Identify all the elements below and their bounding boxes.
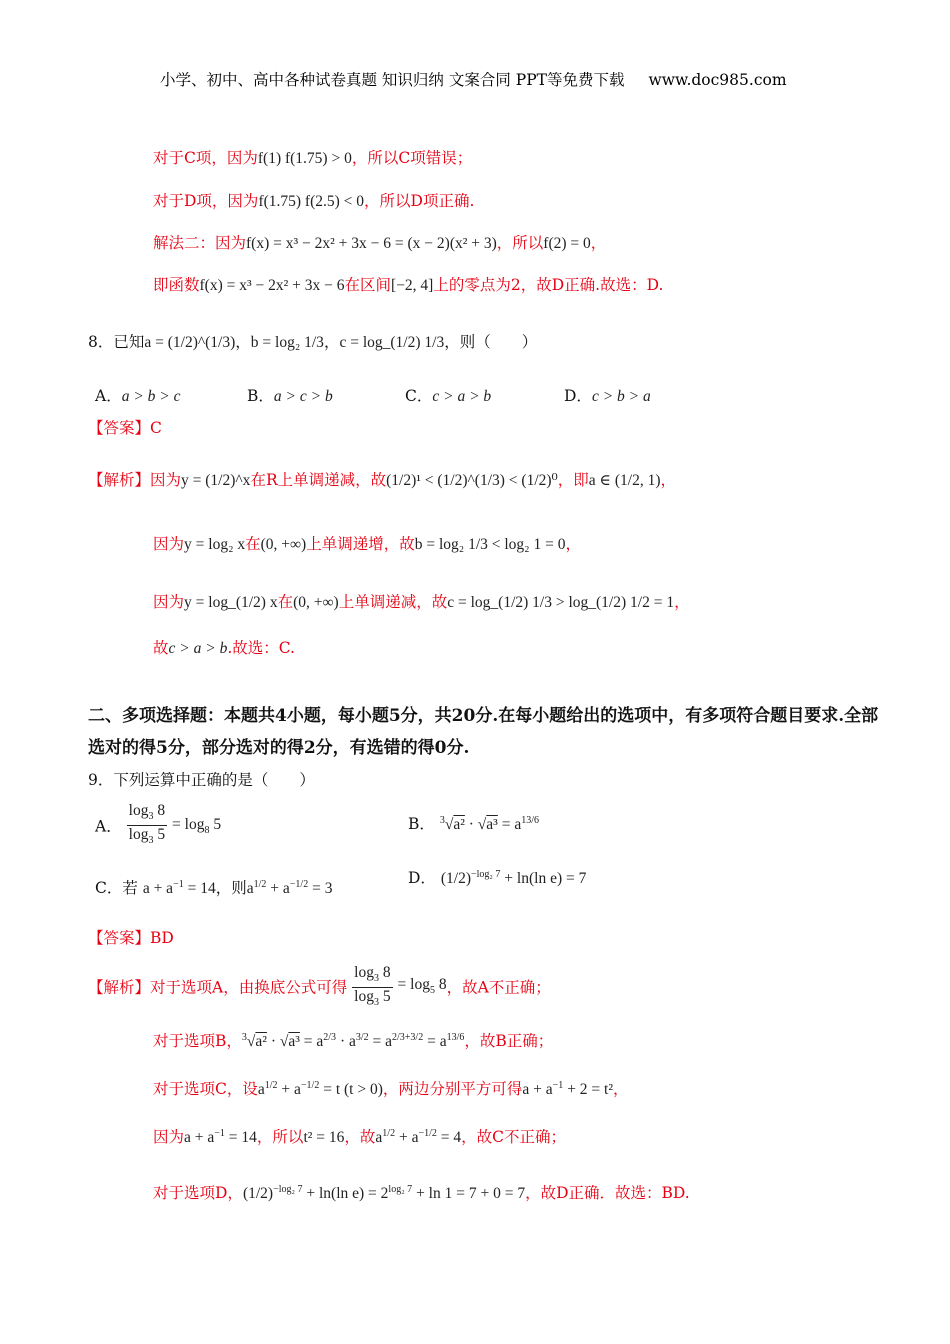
q9-analysis-line3: 对于选项C，设$a^{1/2} + a^{-1/2} = t$ (t > 0)，两边分别平方可得$a + a^{-1} + 2 = t^2$， [153,1080,629,1099]
q8-answer: 【答案】C [88,419,162,437]
q9-analysis-line2: 对于选项B，$^3√a^2 \cdot √a^3 = a^{2/3} \cdot a^{3/2} = a^{2/3+3/2} = a^{13/6}$，故B正确； [153,1032,554,1051]
q9-analysis-line5: 对于选项D，$(1/2)^{-log_2 7} + \ln(\ln$ $e) = 2^{log_2 7} + \ln 1 = 7 + 0 = 7$，故D正确．故选：BD. [153,1184,690,1203]
q9-option-b: B． $^3√a^2 \cdot √a^3 = a^{13/6}$ [408,814,539,833]
q8-analysis-line1: 【解析】因为y = (1/2)^x在R上单调递减，故(1/2)¹ < (1/2)^(1/3) < (1/2)⁰，即a ∈ (1/2, 1)， [88,471,677,489]
q9-analysis-line1: 【解析】对于选项A，由换底公式可得 $\frac{\log_3 8}{\log_3 5}$ = $\log_5 8$，故A不正确； [88,964,551,1009]
header-text: 小学、初中、高中各种试卷真题 知识归纳 文案合同 PPT等免费下载 [160,71,625,89]
q8-option-b: B．a > c > b [247,387,333,405]
q9-option-a: A． $\frac{\log_3 8}{\log_3 5}$ = $\log_8 5$ [95,802,222,847]
q9-option-d: D． $(1/2)^{-log_2 7} + \ln(\ln$ e) = 7 [408,868,587,887]
q9-option-c: C．若 $a + a^{-1} = 14$，则$a^{1/2} + a^{-1/2} = 3$ [95,878,333,897]
q8-option-a: A．a > b > c [95,387,181,405]
q8-analysis-line2: 因为y = log₂ x在(0, +∞)上单调递增，故b = log₂ 1/3 < log₂ 1 = 0， [153,535,581,553]
q9-answer: 【答案】BD [88,929,174,947]
q9-stem: 9．下列运算中正确的是（ ） [88,771,315,789]
q7-c-line: 对于C项，因为f(1) f(1.75) > 0，所以C项错误； [153,149,473,167]
page-header [160,68,787,90]
section-2-heading: 二、多项选择题：本题共4小题，每小题5分，共20分.在每小题给出的选项中，有多项符合题目要求.全部选对的得5分，部分选对的得2分，有选错的得0分. [88,706,879,758]
q7-d-line: 对于D项，因为f(1.75) f(2.5) < 0，所以D项正确. [153,192,475,210]
q8-analysis-line4: 故c > a > b.故选：C. [153,639,295,657]
q7-zero-line: 即函数f(x) = x³ − 2x² + 3x − 6在区间[−2, 4]上的零点为2，故D正确.故选：D. [153,276,664,294]
q8-option-c: C．c > a > b [405,387,492,405]
q9-analysis-line4: 因为$a + a^{-1} = 14$，所以t² = 16，故$a^{1/2} + a^{-1/2} = 4$，故C不正确； [153,1128,566,1147]
q8-analysis-line3: 因为y = log_(1/2) x在(0, +∞)上单调递减，故c = log_(1/2) 1/3 > log_(1/2) 1/2 = 1， [153,593,690,611]
q8-option-d: D．c > b > a [564,387,651,405]
header-site: www.doc985.com [648,71,787,89]
q7-method2-line: 解法二：因为f(x) = x³ − 2x² + 3x − 6 = (x − 2)(x² + 3)，所以f(2) = 0， [153,234,607,252]
q8-stem: 8．已知a = (1/2)^(1/3)，b = log₂ 1/3，c = log_(1/2) 1/3，则（ ） [88,333,538,351]
